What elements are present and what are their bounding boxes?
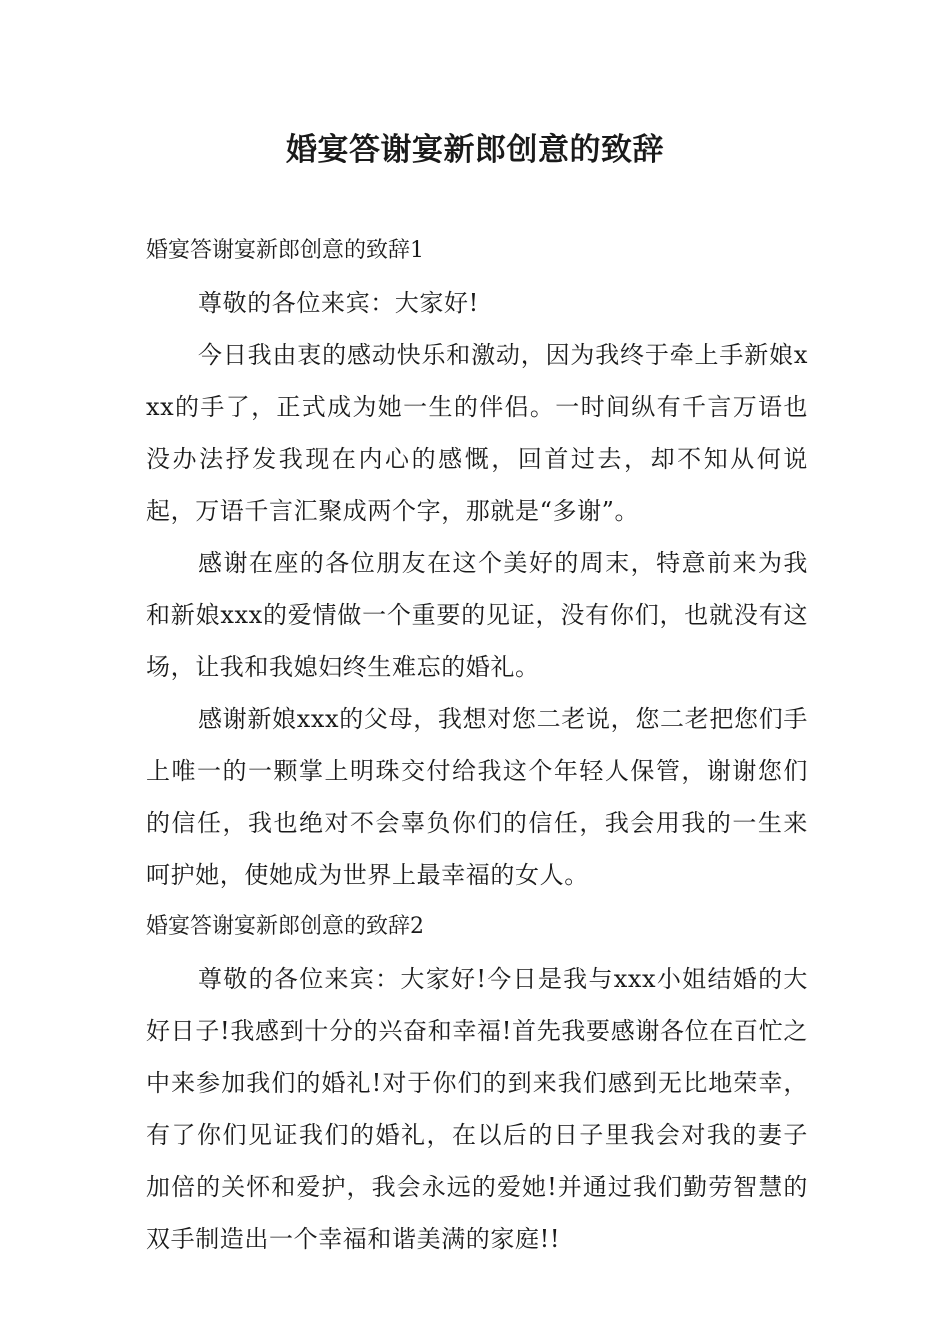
paragraph: 感谢新娘xxx的父母，我想对您二老说，您二老把您们手上唯一的一颗掌上明珠交付给我这个年轻人保管，谢谢您们的信任，我也绝对不会辜负你们的信任，我会用我的一生来呵护她，使她成为世界上最幸福的女人。 xyxy=(146,705,808,889)
paragraph: 今日我由衷的感动快乐和激动，因为我终于牵上手新娘xxx的手了，正式成为她一生的伴侣。一时间纵有千言万语也没办法抒发我现在内心的感慨，回首过去，却不知从何说起，万语千言汇聚成两个字，那就是“多谢”。 xyxy=(146,341,808,525)
section-heading: 婚宴答谢宴新郎创意的致辞1 xyxy=(146,238,424,263)
document-body xyxy=(146,225,808,1265)
paragraph: 感谢在座的各位朋友在这个美好的周末，特意前来为我和新娘xxx的爱情做一个重要的见证，没有你们，也就没有这场，让我和我媳妇终生难忘的婚礼。 xyxy=(146,549,808,681)
paragraph: 尊敬的各位来宾：大家好! xyxy=(198,289,479,317)
section-heading: 婚宴答谢宴新郎创意的致辞2 xyxy=(146,914,424,939)
paragraph: 尊敬的各位来宾：大家好!今日是我与xxx小姐结婚的大好日子!我感到十分的兴奋和幸福!首先我要感谢各位在百忙之中来参加我们的婚礼!对于你们的到来我们感到无比地荣幸，有了你们见证我们的婚礼，在以后的日子里我会对我的妻子加倍的关怀和爱护，我会永远的爱她!并通过我们勤劳智慧的双手制造出一个幸福和谐美满的家庭!! xyxy=(146,965,808,1253)
document-title: 婚宴答谢宴新郎创意的致辞 xyxy=(286,132,664,168)
